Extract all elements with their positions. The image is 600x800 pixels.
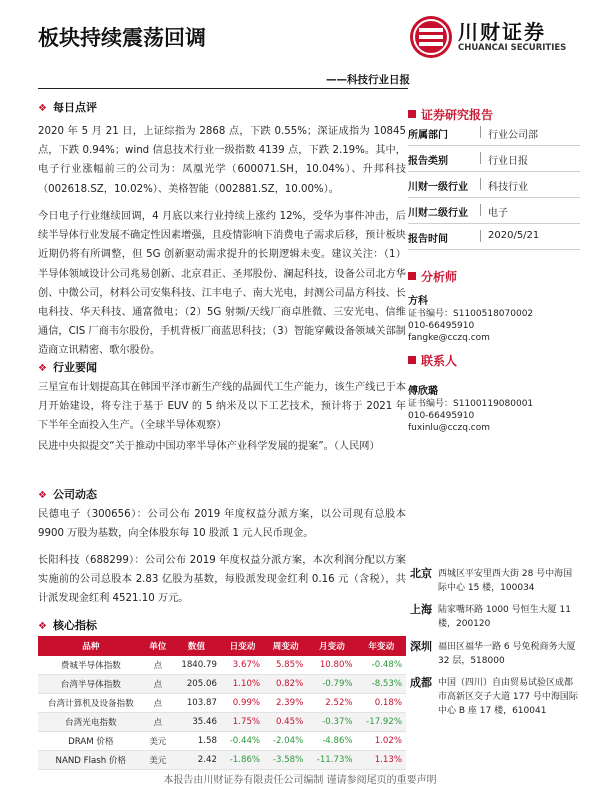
table-cell: -1.86% — [221, 751, 264, 770]
square-bullet-icon — [408, 356, 416, 364]
office-shanghai: 上海 陆家嘴环路 1000 号恒生大厦 11 楼，200120 — [410, 603, 571, 629]
analyst-cert: 证书编号：S1100518070002 — [408, 309, 534, 319]
table-header-cell: 年变动 — [357, 636, 406, 656]
table-cell: 0.45% — [264, 713, 307, 732]
table-row — [38, 675, 406, 694]
section-heading-news: ❖ 行业要闻 — [38, 361, 97, 374]
analyst-card — [408, 296, 533, 344]
table-cell: 点 — [144, 713, 172, 732]
contact-email[interactable]: fuxinlu@cczq.com — [408, 423, 491, 433]
logo-text-cn: 川财证券 — [458, 20, 546, 44]
contact-card — [408, 386, 533, 434]
company-logo — [410, 12, 580, 64]
analyst-email[interactable]: fangke@cczq.com — [408, 333, 490, 343]
table-header-cell: 日变动 — [221, 636, 264, 656]
table-cell: -11.73% — [307, 751, 356, 770]
section-heading-company: ❖ 公司动态 — [38, 488, 97, 501]
daily-paragraph-2: 今日电子行业继续回调，4 月底以来行业持续上涨约 12%，受华为事件冲击，后续半导体行业发展不确定性因素增强，且疫情影响下消费电子需求后移，预计板块近期仍将有所调整，但 5G 创新驱动需求提升的长期逻辑未变。建议关注：（1）半导体领域设计公司兆易创新、北京君正、圣邦股份、澜起科技，设备公司北方华创、中微公司，材料公司安集科技、江丰电子、南大光电，封测公司晶方科技、长电科技、华天科技、通富微电；（2）5G 射频/天线厂商卓胜微、三安光电、信维通信，CIS 厂商韦尔股份，手机背板厂商蓝思科技；（3）智能穿戴设备领域关部制造商立讯精密、歌尔股份。 — [38, 211, 406, 357]
table-cell: 205.06 — [172, 675, 221, 694]
table-cell: 点 — [144, 675, 172, 694]
table-header-row — [38, 636, 406, 656]
report-subtitle: ——科技行业日报 — [326, 74, 410, 86]
table-row — [38, 751, 406, 770]
section-heading-daily: ❖ 每日点评 — [38, 101, 97, 114]
table-cell: 2.42 — [172, 751, 221, 770]
office-beijing: 北京 西城区平安里西大街 28 号中海国际中心 15 楼，100034 — [410, 567, 573, 593]
table-cell: 1840.79 — [172, 656, 221, 675]
table-cell: -17.92% — [357, 713, 406, 732]
table-cell: 美元 — [144, 751, 172, 770]
daily-paragraph-1: 2020 年 5 月 21 日，上证综指为 2868 点，下跌 0.55%；深证成指为 10845 点，下跌 0.94%；wind 信息技术行业一级指数 4139 点，下跌 2.19%。其中，电子行业涨幅前三的公司为：凤凰光学（600071.SH，10.04%）、升邦科技（002618.SZ，10.02%）、美格智能（002881.SZ，10.00%）。 — [38, 126, 406, 195]
table-header-cell: 单位 — [144, 636, 172, 656]
table-cell: 费城半导体指数 — [38, 656, 144, 675]
table-cell: 10.80% — [307, 656, 356, 675]
table-cell: -0.79% — [307, 675, 356, 694]
table-row — [38, 732, 406, 751]
section-heading-indicators: ❖ 核心指标 — [38, 619, 97, 632]
table-cell: -3.58% — [264, 751, 307, 770]
table-cell: 台湾计算机及设备指数 — [38, 694, 144, 713]
news-paragraph-1: 三星宣布计划提高其在韩国平泽市新生产线的晶圆代工生产能力，该生产线已于本月开始建设，将专注于基于 EUV 的 5 纳米及以下工艺技术，预计将于 2021 年下半年全面投入生产。（全球半导体观察） — [38, 382, 406, 432]
indicators-table — [38, 636, 406, 770]
contact-heading: 联系人 — [408, 352, 457, 369]
office-chengdu: 成都 中国（四川）自由贸易试验区成都市高新区交子大道 177 号中海国际中心 B 座 17 楼，610041 — [410, 676, 578, 716]
report-info-row: 川财一级行业 科技行业 — [408, 172, 580, 198]
diamond-bullet-icon: ❖ — [38, 621, 47, 632]
contact-phone: 010-66495910 — [408, 411, 475, 421]
table-cell: 美元 — [144, 732, 172, 751]
table-cell: -0.37% — [307, 713, 356, 732]
report-info-row: 所属部门 行业公司部 — [408, 120, 580, 146]
table-cell: 103.87 — [172, 694, 221, 713]
news-paragraph-2: 民进中央拟提交“关于推动中国功率半导体产业科学发展的提案”。（人民网） — [38, 441, 380, 452]
report-info-row: 川财二级行业 电子 — [408, 198, 580, 224]
table-cell: 点 — [144, 694, 172, 713]
table-cell: 2.52% — [307, 694, 356, 713]
table-cell: 台湾半导体指数 — [38, 675, 144, 694]
diamond-bullet-icon: ❖ — [38, 490, 47, 501]
table-row — [38, 656, 406, 675]
diamond-bullet-icon: ❖ — [38, 363, 47, 374]
analyst-name: 方科 — [408, 296, 428, 307]
table-cell: 1.58 — [172, 732, 221, 751]
logo-text-en: CHUANCAI SECURITIES — [458, 43, 567, 53]
table-cell: 1.02% — [357, 732, 406, 751]
table-cell: 5.85% — [264, 656, 307, 675]
table-header-cell: 周变动 — [264, 636, 307, 656]
report-info-row: 报告时间 2020/5/21 — [408, 224, 580, 250]
diamond-bullet-icon: ❖ — [38, 103, 47, 114]
table-cell: 点 — [144, 656, 172, 675]
table-cell: 0.18% — [357, 694, 406, 713]
table-cell: -8.53% — [357, 675, 406, 694]
table-header-cell: 月变动 — [307, 636, 356, 656]
office-shenzhen: 深圳 福田区福华一路 6 号免税商务大厦 32 层，518000 — [410, 640, 576, 666]
report-info-heading: 证券研究报告 — [408, 106, 493, 123]
table-cell: -0.48% — [357, 656, 406, 675]
square-bullet-icon — [408, 110, 416, 118]
company-paragraph-1: 民德电子（300656）：公司公布 2019 年度权益分派方案，以公司现有总股本 9900 万股为基数，向全体股东每 10 股派 1 元人民币现金。 — [38, 509, 406, 540]
table-cell: 2.39% — [264, 694, 307, 713]
table-cell: 0.99% — [221, 694, 264, 713]
table-cell: -4.86% — [307, 732, 356, 751]
table-cell: DRAM 价格 — [38, 732, 144, 751]
table-cell: 台湾光电指数 — [38, 713, 144, 732]
footer-disclaimer: 本报告由川财证券有限责任公司编制 谨请参阅尾页的重要声明 — [163, 775, 437, 786]
company-paragraph-2: 长阳科技（688299）：公司公布 2019 年度权益分派方案，本次利润分配以方案实施前的公司总股本 2.83 亿股为基数，每股派发现金红利 0.16 元（含税），共计派发现金红利 4521.10 万元。 — [38, 555, 406, 605]
table-cell: 3.67% — [221, 656, 264, 675]
table-cell: NAND Flash 价格 — [38, 751, 144, 770]
header-divider — [38, 88, 408, 89]
analyst-phone: 010-66495910 — [408, 321, 475, 331]
contact-name: 傅欣璐 — [408, 386, 438, 397]
report-info-row: 报告类别 行业日报 — [408, 146, 580, 172]
table-cell: -2.04% — [264, 732, 307, 751]
report-title: 板块持续震荡回调 — [38, 25, 206, 50]
table-cell: -0.44% — [221, 732, 264, 751]
table-cell: 35.46 — [172, 713, 221, 732]
contact-cert: 证书编号：S1100119080001 — [408, 399, 534, 409]
table-cell: 1.10% — [221, 675, 264, 694]
square-bullet-icon — [408, 272, 416, 280]
chuancai-logo-icon — [410, 16, 452, 58]
table-header-cell: 品种 — [38, 636, 144, 656]
table-cell: 0.82% — [264, 675, 307, 694]
table-row — [38, 694, 406, 713]
analyst-heading: 分析师 — [408, 268, 457, 285]
table-cell: 1.13% — [357, 751, 406, 770]
table-row — [38, 713, 406, 732]
table-cell: 1.75% — [221, 713, 264, 732]
table-header-cell: 数值 — [172, 636, 221, 656]
